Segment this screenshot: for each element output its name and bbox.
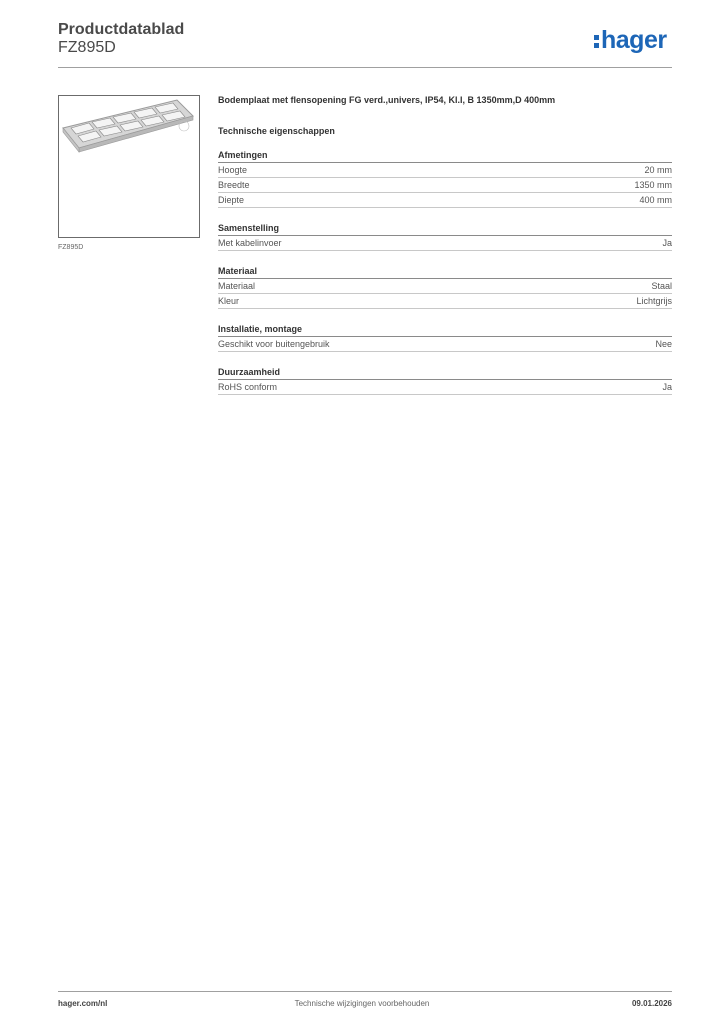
spec-section: [218, 149, 672, 208]
spec-value: 20 mm: [644, 165, 672, 175]
page-title: Productdatablad: [58, 21, 185, 38]
footer-website: hager.com/nl: [58, 999, 108, 1008]
spec-value: Lichtgrijs: [636, 296, 672, 306]
spec-row: [218, 178, 672, 193]
header-divider: [58, 67, 672, 68]
spec-row: [218, 193, 672, 208]
spec-row: [218, 163, 672, 178]
section-heading: Installatie, montage: [218, 323, 672, 337]
hager-logo: [594, 28, 667, 53]
section-heading: Duurzaamheid: [218, 366, 672, 380]
image-caption: FZ895D: [58, 244, 84, 251]
spec-value: Ja: [662, 238, 672, 248]
spec-label: Diepte: [218, 195, 245, 205]
product-image-frame: [58, 95, 200, 238]
logo-dots-icon: [594, 35, 599, 51]
footer-divider: [58, 991, 672, 992]
spec-row: [218, 380, 672, 395]
spec-row: [218, 279, 672, 294]
spec-label: Kleur: [218, 296, 240, 306]
logo-text: hager: [601, 26, 667, 54]
spec-label: Materiaal: [218, 281, 256, 291]
footer-disclaimer: Technische wijzigingen voorbehouden: [294, 999, 430, 1008]
product-code: FZ895D: [58, 39, 116, 56]
spec-row: [218, 236, 672, 251]
spec-value: Ja: [662, 382, 672, 392]
section-heading: Afmetingen: [218, 149, 672, 163]
spec-label: RoHS conform: [218, 382, 278, 392]
product-image: [59, 96, 199, 237]
spec-section: [218, 366, 672, 395]
spec-sections: [218, 149, 672, 395]
spec-label: Hoogte: [218, 165, 248, 175]
spec-value: 1350 mm: [634, 180, 672, 190]
spec-label: Met kabelinvoer: [218, 238, 282, 248]
spec-section: [218, 222, 672, 251]
content-column: [218, 95, 672, 395]
spec-section: [218, 265, 672, 309]
section-technical-heading: Technische eigenschappen: [218, 126, 335, 136]
spec-label: Geschikt voor buitengebruik: [218, 339, 330, 349]
spec-value: Nee: [655, 339, 672, 349]
spec-row: [218, 294, 672, 309]
spec-value: Staal: [651, 281, 672, 291]
section-heading: Samenstelling: [218, 222, 672, 236]
footer-date: 09.01.2026: [631, 999, 672, 1008]
spec-section: [218, 323, 672, 352]
spec-value: 400 mm: [639, 195, 672, 205]
spec-row: [218, 337, 672, 352]
spec-label: Breedte: [218, 180, 250, 190]
product-description: Bodemplaat met flensopening FG verd.,univers, IP54, Kl.I, B 1350mm,D 400mm: [218, 95, 556, 105]
section-heading: Materiaal: [218, 265, 672, 279]
